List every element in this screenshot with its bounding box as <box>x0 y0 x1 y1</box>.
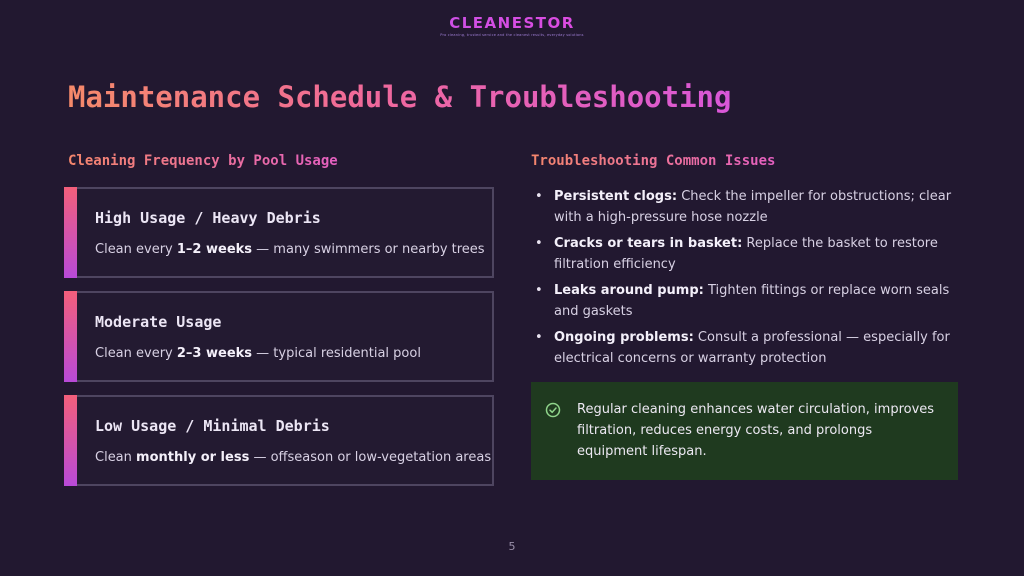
issue-text: Tighten fittings or replace worn seals and gaskets <box>554 283 950 319</box>
issue-label: Ongoing problems: <box>554 330 694 345</box>
usage-card-high <box>64 187 494 278</box>
brand-logo <box>0 14 1024 37</box>
card-description: Clean every 1–2 weeks — many swimmers or nearby trees <box>95 242 485 257</box>
frequency-emphasis: 2–3 weeks <box>176 346 253 361</box>
card-title: Low Usage / Minimal Debris <box>95 417 330 435</box>
troubleshooting-list <box>532 186 952 374</box>
issue-text: Consult a professional — especially for electrical concerns or warranty protection <box>554 330 950 366</box>
list-item <box>532 280 952 322</box>
usage-card-moderate <box>64 291 494 382</box>
callout-text: Regular cleaning enhances water circulation, improves filtration, reduces energy costs, and prolongs equipment lifespan. <box>577 402 935 459</box>
page-title: Maintenance Schedule & Troubleshooting <box>68 80 732 114</box>
card-accent-bar <box>64 291 77 382</box>
list-item <box>532 186 952 228</box>
card-accent-bar <box>64 395 77 486</box>
usage-card-low <box>64 395 494 486</box>
frequency-emphasis: monthly or less <box>136 450 250 465</box>
logo-wordmark: CLEANESTOR <box>0 14 1024 32</box>
frequency-emphasis: 1–2 weeks <box>176 242 253 257</box>
issue-label: Persistent clogs: <box>554 189 678 204</box>
bullet-icon: • <box>535 189 543 204</box>
check-circle-icon <box>545 402 561 418</box>
list-item <box>532 233 952 275</box>
card-description: Clean monthly or less — offseason or low-vegetation areas <box>95 450 492 465</box>
frequency-section-heading: Cleaning Frequency by Pool Usage <box>68 153 338 169</box>
issue-text: Check the impeller for obstructions; clear with a high-pressure hose nozzle <box>554 189 952 225</box>
benefit-callout <box>531 382 958 480</box>
list-item <box>532 327 952 369</box>
logo-tagline: Pro cleaning, trusted service and the cleanest results, everyday solutions <box>440 33 584 37</box>
issue-label: Cracks or tears in basket: <box>554 236 743 251</box>
card-title: Moderate Usage <box>95 313 222 331</box>
troubleshooting-section-heading: Troubleshooting Common Issues <box>531 153 776 169</box>
card-accent-bar <box>64 187 77 278</box>
card-description: Clean every 2–3 weeks — typical residential pool <box>95 346 421 361</box>
page-number: 5 <box>508 540 516 553</box>
card-title: High Usage / Heavy Debris <box>95 209 321 227</box>
bullet-icon: • <box>535 283 543 298</box>
bullet-icon: • <box>535 236 543 251</box>
issue-text: Replace the basket to restore filtration efficiency <box>554 236 938 272</box>
bullet-icon: • <box>535 330 543 345</box>
issue-label: Leaks around pump: <box>554 283 704 298</box>
